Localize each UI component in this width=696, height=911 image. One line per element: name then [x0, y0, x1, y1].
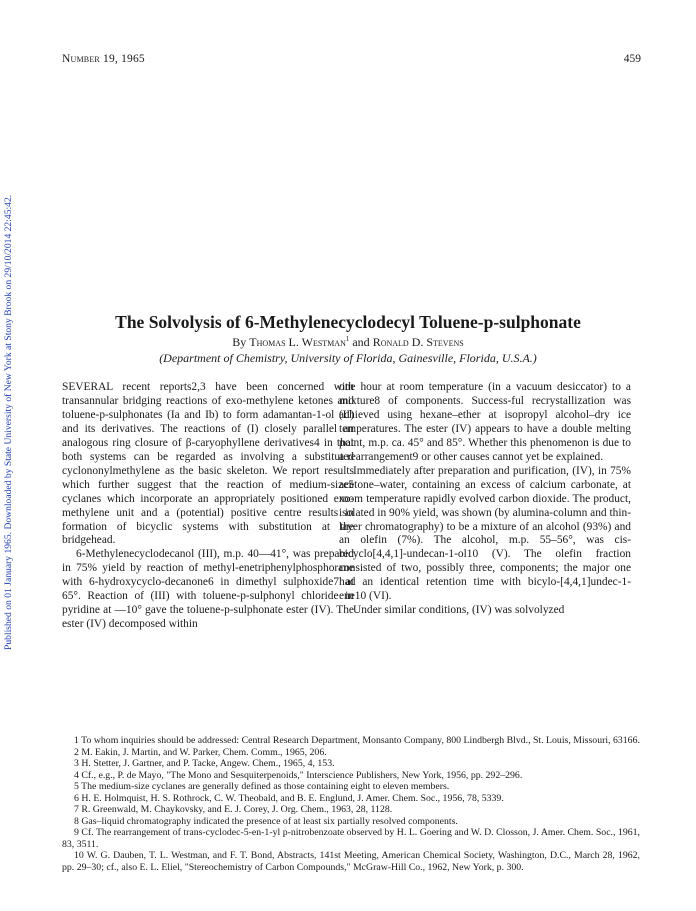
article-title: The Solvolysis of 6-Methylenecyclodecyl Toluene-p-sulphonate — [115, 312, 581, 332]
affiliation: (Department of Chemistry, University of Florida, Gainesville, Florida, U.S.A.) — [159, 351, 537, 365]
author-footnote-marker: 1 — [345, 335, 350, 343]
download-watermark — [2, 50, 16, 650]
footnote: 5 The medium-size cyclanes are generally defined as those containing eight to eleven members. — [74, 781, 450, 793]
right-column — [339, 381, 631, 618]
footnote: 8 Gas–liquid chromatography indicated the presence of at least six partially resolved components. — [74, 815, 458, 827]
by-label: By — [232, 335, 247, 349]
page-number: 459 — [623, 53, 641, 65]
footnote: 2 M. Eakin, J. Martin, and W. Parker, Chem. Comm., 1965, 206. — [74, 746, 327, 758]
footnotes — [62, 735, 640, 874]
download-note: Published on 01 January 1965. Downloaded by State University of New York at Stony Brook on 29/10/2014 22:45:42. — [3, 194, 14, 650]
footnote: 1 To whom inquiries should be addressed: Central Research Department, Monsanto Company, 800 Lindbergh Blvd., St. Louis, Missouri, 63166. — [74, 735, 640, 746]
issue-number: Number 19, 1965 — [62, 53, 145, 65]
author-line — [0, 335, 696, 350]
and-label: and — [352, 335, 370, 349]
paragraph: one hour at room temperature (in a vacuum desiccator) to a mixture8 of components. Success-ful recrystallization was achieved using hexane–ether at isopropyl alcohol–dry ice temperatures. The ester (IV) appears to have a double melting point, m.p. ca. 45° and 85°. Whether this phenomenon is due to a rearrangement9 or other causes cannot yet be explained. — [339, 381, 631, 463]
author-stevens: Ronald D. Stevens — [372, 335, 464, 349]
left-column — [62, 381, 354, 632]
footnote: 4 Cf., e.g., P. de Mayo, "The Mono and Sesquiterpenoids," Interscience Publishers, New York, 1956, pp. 292–296. — [74, 769, 523, 781]
footnote: 10 W. G. Dauben, T. L. Westman, and F. T. Bond, Abstracts, 141st Meeting, American Chemical Society, Washington, D.C., March 28, 1962, pp. 29–30; cf., also E. L. Eliel, "Stereochemistry of Carbon Compounds," McGraw-Hill Co., 1962, New York, p. 300. — [62, 850, 640, 874]
author-westman: Thomas L. Westman — [249, 335, 346, 349]
paragraph: 6-Methylenecyclodecanol (III), m.p. 40—41°, was prepared in 75% yield by reaction of methyl-enetriphenylphosphorane with 6-hydroxycyclo-decanone6 in dimethyl sulphoxide7 at 65°. Reaction of (III) with toluene-p-sulphonyl chloride in pyridine at —10° gave the toluene-p-sulphonate ester (IV). The ester (IV) decomposed within — [62, 548, 354, 631]
footnote: 9 Cf. The rearrangement of trans-cyclodec-5-en-1-yl p-nitrobenzoate observed by H. L. Goering and W. D. Closson, J. Amer. Chem. Soc., 1961, 83, 3511. — [62, 827, 640, 850]
paragraph: SEVERAL recent reports2,3 have been concerned with transannular bridging reactions of exo-methylene ketones and toluene-p-sulphonates (Ia and Ib) to form adamantan-1-ol (II) and its derivatives. The reactions of (I) closely parallel an analogous ring closure of β-caryophyllene derivatives4 in that both systems can be regarded as involving a substituted cyclononylmethylene as the basic skeleton. We report results which further suggest that the reaction of medium-size5 cyclanes which incorporate an appropriately positioned exo-methylene unit and a (potential) positive centre results in formation of bicyclic systems with substitution at the bridgehead. — [62, 381, 354, 547]
footnote: 6 H. E. Holmquist, H. S. Rothrock, C. W. Theobald, and B. E. Englund, J. Amer. Chem. Soc., 1956, 78, 5339. — [74, 792, 504, 804]
paragraph: Under similar conditions, (IV) was solvolyzed — [353, 604, 565, 617]
footnote: 3 H. Stetter, J. Gartner, and P. Tacke, Angew. Chem., 1965, 4, 153. — [74, 758, 335, 770]
paragraph: Immediately after preparation and purification, (IV), in 75% acetone–water, containing an excess of calcium carbonate, at room temperature rapidly evolved carbon dioxide. The product, isolated in 90% yield, was shown (by alumina-column and thin-layer chromatography) to be a mixture of an alcohol (93%) and an olefin (7%). The alcohol, m.p. 55–56°, was cis-bicyclo[4,4,1]-undecan-1-ol10 (V). The olefin fraction consisted of two, possibly three, components; the major one had an identical retention time with bicylo-[4,4,1]undec-1-ene10 (VI). — [339, 464, 631, 603]
footnote: 7 R. Greenwald, M. Chaykovsky, and E. J. Corey, J. Org. Chem., 1963, 28, 1128. — [74, 804, 393, 816]
